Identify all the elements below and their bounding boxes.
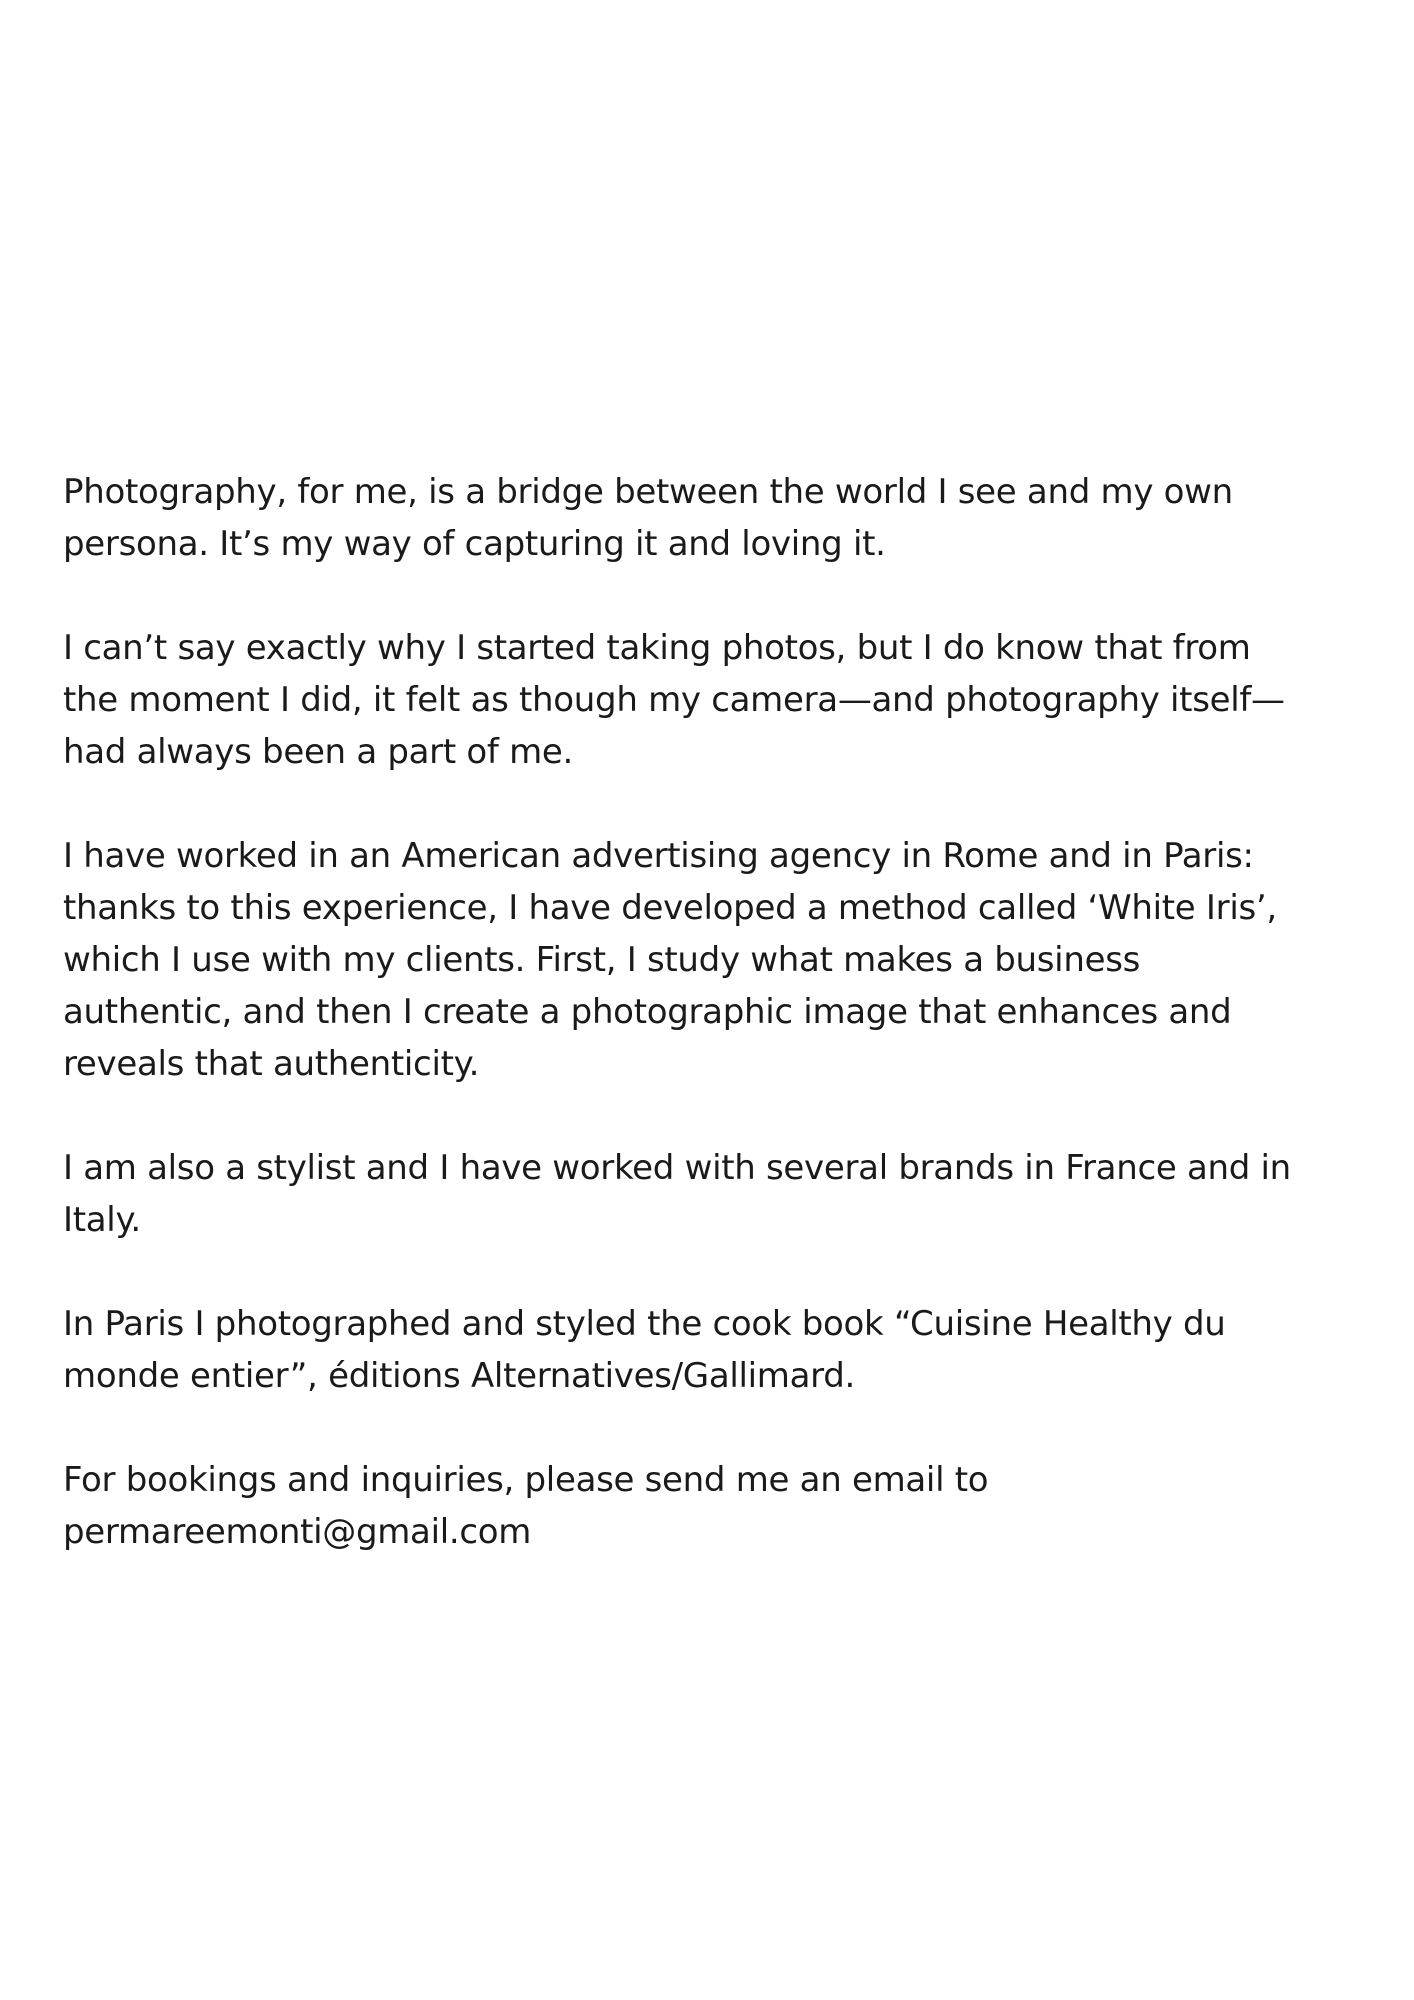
text-line: the moment I did, it felt as though my camera—and photography itself—	[63, 680, 1285, 720]
paragraph-cook-book	[63, 1298, 1363, 1402]
bio-text	[63, 466, 1363, 1558]
paragraph-photography-bridge	[63, 466, 1363, 570]
text-line: Photography, for me, is a bridge between the world I see and my own	[63, 472, 1233, 512]
paragraph-started-photos	[63, 622, 1363, 778]
bookings-text: For bookings and inquiries, please send me an email to	[63, 1460, 989, 1500]
text-line: I am also a stylist and I have worked with several brands in France and in	[63, 1148, 1291, 1188]
text-line: monde entier”, éditions Alternatives/Gallimard.	[63, 1356, 856, 1396]
paragraph-stylist	[63, 1142, 1363, 1246]
text-line: persona. It’s my way of capturing it and loving it.	[63, 524, 886, 564]
paragraph-agency-method	[63, 830, 1363, 1090]
text-line: had always been a part of me.	[63, 732, 574, 772]
paragraph-bookings	[63, 1454, 1363, 1558]
text-line: which I use with my clients. First, I study what makes a business	[63, 940, 1141, 980]
text-line: I have worked in an American advertising agency in Rome and in Paris:	[63, 836, 1254, 876]
email-address[interactable]: permareemonti@gmail.com	[63, 1512, 532, 1552]
text-line: Italy.	[63, 1200, 141, 1240]
text-line: reveals that authenticity.	[63, 1044, 480, 1084]
text-line: thanks to this experience, I have developed a method called ‘White Iris’,	[63, 888, 1277, 928]
text-line: In Paris I photographed and styled the cook book “Cuisine Healthy du	[63, 1304, 1226, 1344]
text-line: authentic, and then I create a photographic image that enhances and	[63, 992, 1232, 1032]
text-line: I can’t say exactly why I started taking photos, but I do know that from	[63, 628, 1251, 668]
